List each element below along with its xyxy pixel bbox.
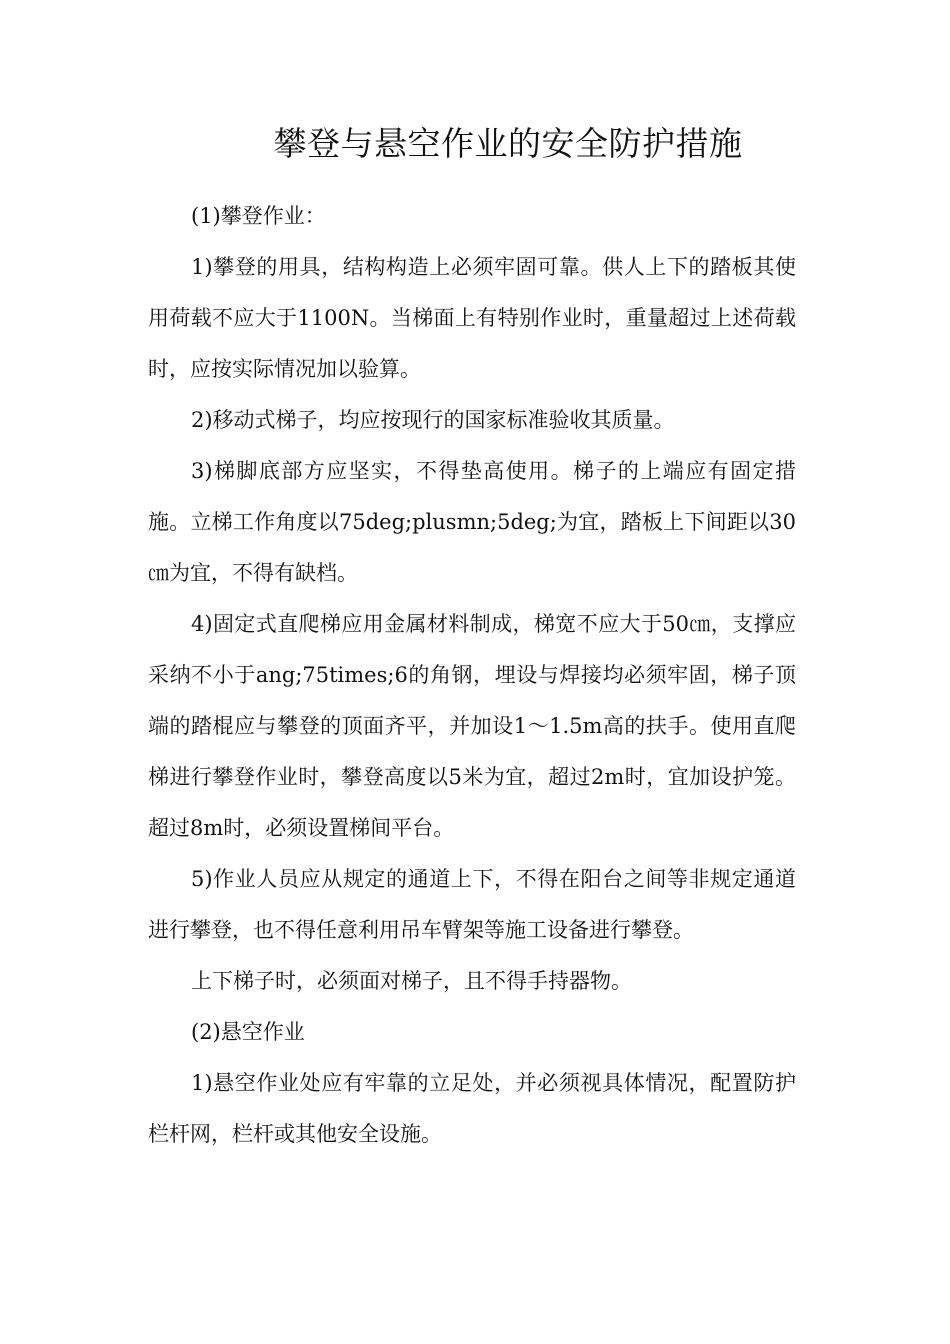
paragraph-climbing-3: 3)梯脚底部方应坚实，不得垫高使用。梯子的上端应有固定措施。立梯工作角度以75deg;plusmn;5deg;为宜，踏板上下间距以30㎝为宜，不得有缺档。 <box>148 459 796 585</box>
document-title: 攀登与悬空作业的安全防护措施 <box>273 124 743 163</box>
paragraph-climbing-1: 1)攀登的用具，结构构造上必须牢固可靠。供人上下的踏板其使用荷载不应大于1100N。当梯面上有特别作业时，重量超过上述荷载时，应按实际情况加以验算。 <box>148 255 796 381</box>
paragraph-climbing-heading: (1)攀登作业： <box>191 204 326 228</box>
paragraph-suspended-heading: (2)悬空作业 <box>191 1020 305 1044</box>
paragraph-climbing-4: 4)固定式直爬梯应用金属材料制成，梯宽不应大于50㎝，支撑应采纳不小于ang;75times;6的角钢，埋设与焊接均必须牢固，梯子顶端的踏棍应与攀登的顶面齐平，并加设1～1.5m高的扶手。使用直爬梯进行攀登作业时，攀登高度以5米为宜，超过2m时，宜加设护笼。超过8m时，必须设置梯间平台。 <box>148 612 796 840</box>
paragraph-climbing-2: 2)移动式梯子，均应按现行的国家标准验收其质量。 <box>191 408 675 432</box>
paragraph-climbing-5: 5)作业人员应从规定的通道上下，不得在阳台之间等非规定通道进行攀登，也不得任意利用吊车臂架等施工设备进行攀登。 <box>148 867 796 942</box>
paragraph-suspended-1: 1)悬空作业处应有牢靠的立足处，并必须视具体情况，配置防护栏杆网，栏杆或其他安全设施。 <box>148 1071 796 1146</box>
paragraph-ladder-note: 上下梯子时，必须面对梯子，且不得手持器物。 <box>191 969 632 993</box>
document-body <box>148 191 796 1160</box>
